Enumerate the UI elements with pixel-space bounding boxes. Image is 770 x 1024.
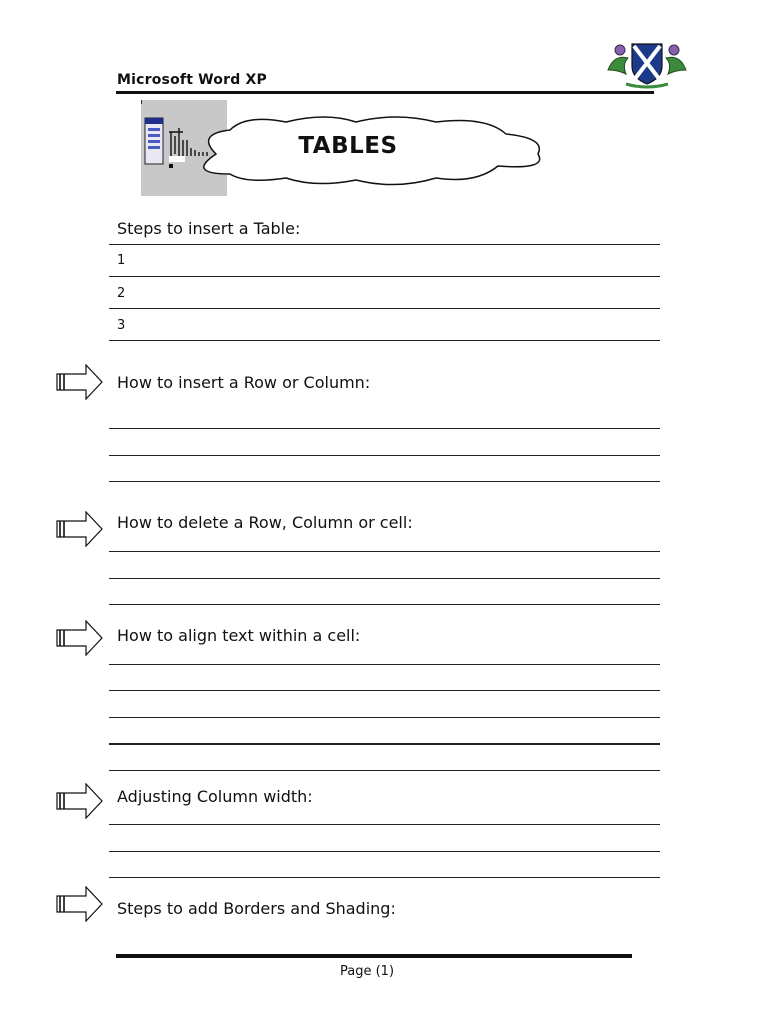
arrow-right-icon — [56, 620, 104, 656]
section-heading-borders-shading: Steps to add Borders and Shading: — [117, 899, 396, 918]
step-number-3: 3 — [117, 318, 126, 333]
writing-line — [109, 851, 660, 852]
step-number-1: 1 — [117, 253, 126, 268]
section-heading-align-text: How to align text within a cell: — [117, 626, 361, 645]
section-heading-insert-row-column: How to insert a Row or Column: — [117, 373, 371, 392]
footer-rule — [116, 954, 632, 958]
writing-line — [109, 664, 660, 665]
arrow-right-icon — [56, 886, 104, 922]
step-number-2: 2 — [117, 286, 126, 301]
writing-line — [109, 578, 660, 579]
writing-line — [109, 604, 660, 605]
writing-line — [109, 690, 660, 691]
arrow-right-icon — [56, 783, 104, 819]
writing-line — [109, 308, 660, 309]
writing-line — [109, 743, 660, 745]
page-title: TABLES — [298, 133, 398, 159]
writing-line — [109, 717, 660, 718]
header-rule — [116, 91, 654, 94]
writing-line — [109, 877, 660, 878]
writing-line — [109, 551, 660, 552]
arrow-right-icon — [56, 364, 104, 400]
page-number: Page (1) — [340, 964, 395, 979]
writing-line — [109, 455, 660, 456]
writing-line — [109, 276, 660, 277]
school-crest-icon — [604, 40, 690, 90]
writing-line — [109, 340, 660, 341]
section-heading-delete: How to delete a Row, Column or cell: — [117, 513, 413, 532]
insert-table-heading: Steps to insert a Table: — [117, 219, 301, 238]
writing-line — [109, 770, 660, 771]
writing-line — [109, 244, 660, 245]
arrow-right-icon — [56, 511, 104, 547]
writing-line — [109, 428, 660, 429]
document-header-title: Microsoft Word XP — [117, 72, 267, 88]
writing-line — [109, 481, 660, 482]
writing-line — [109, 824, 660, 825]
section-heading-column-width: Adjusting Column width: — [117, 787, 313, 806]
